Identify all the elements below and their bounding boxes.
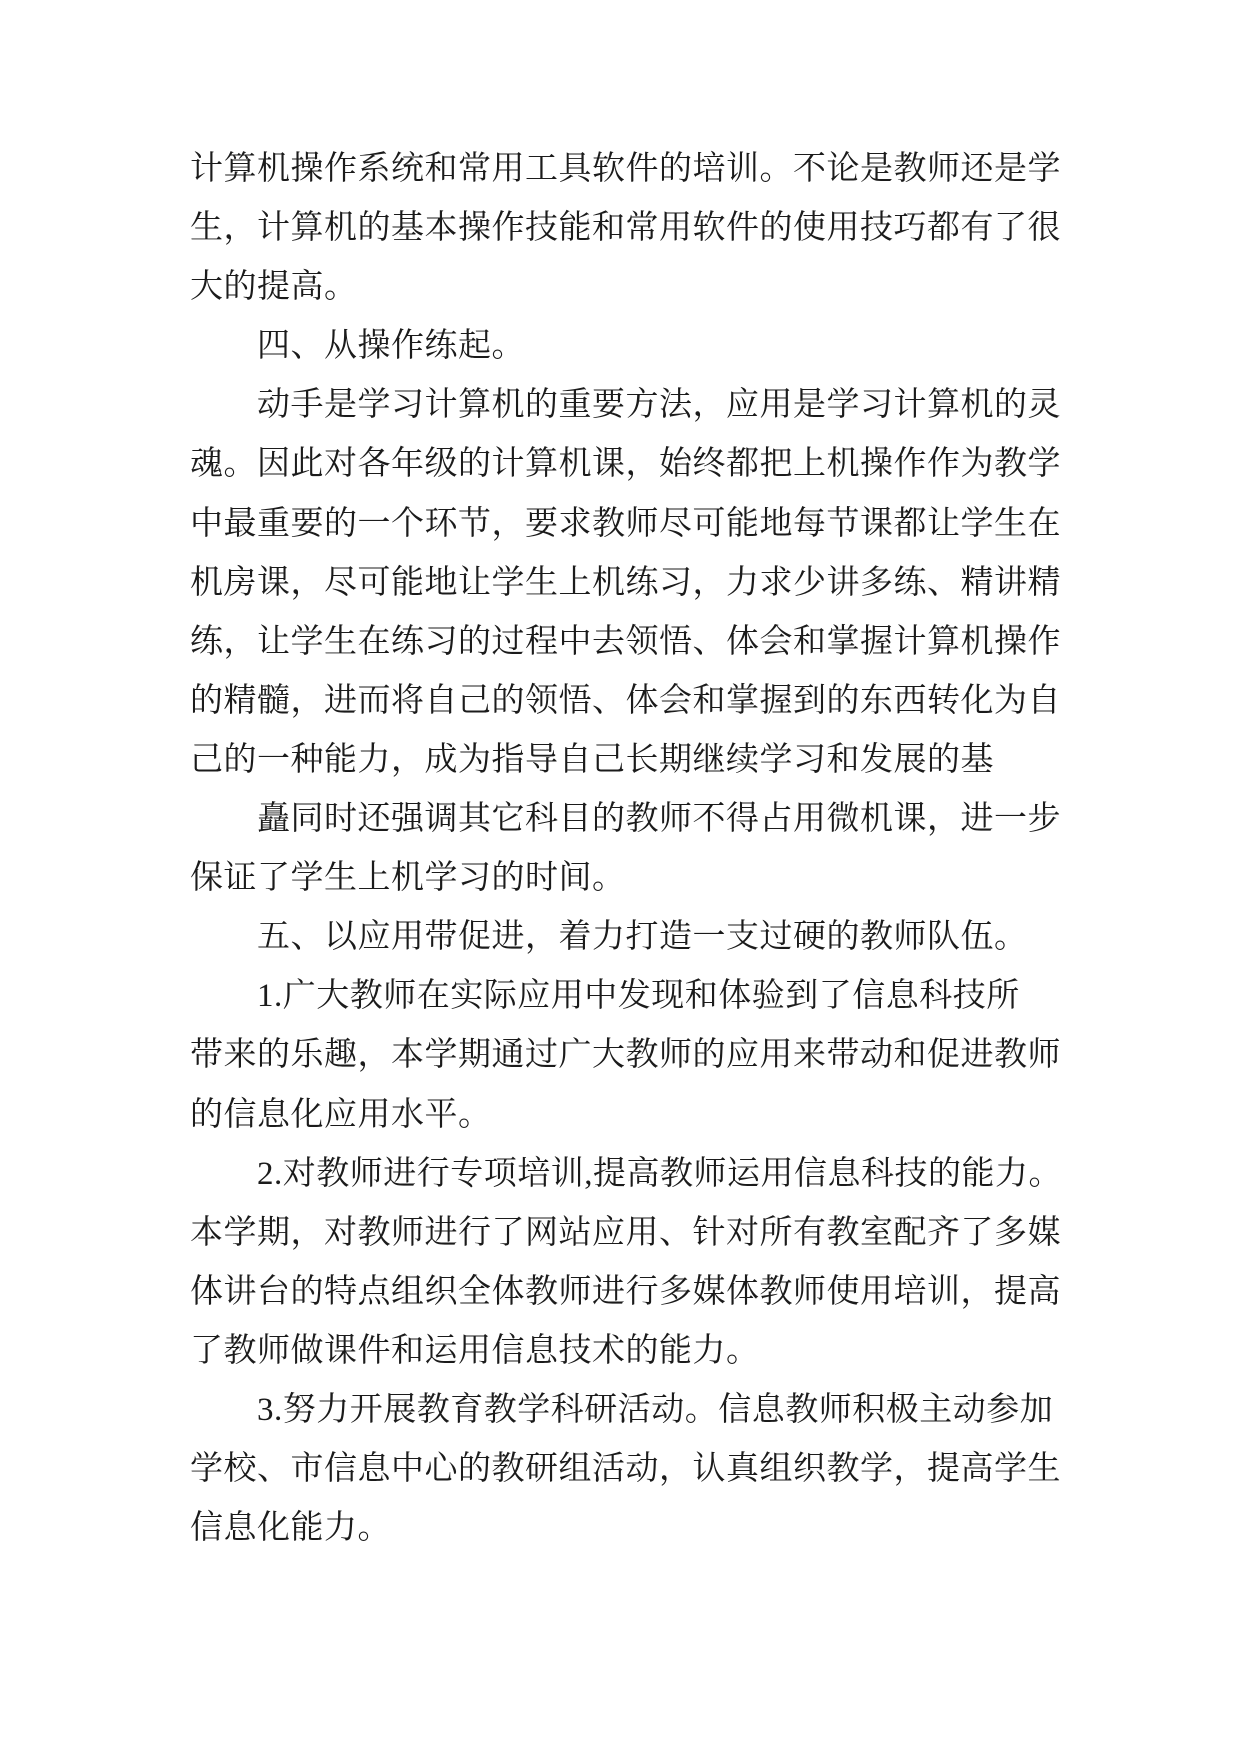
- text-line: 四、从操作练起。: [257, 328, 525, 365]
- text-line: 学校、市信息中心的教研组活动，认真组织教学，提高学生: [190, 1451, 1061, 1488]
- text-line: 信息化能力。: [190, 1510, 391, 1547]
- text-line: 矗同时还强调其它科目的教师不得占用微机课，进一步: [257, 801, 1061, 838]
- text-line: 己的一种能力，成为指导自己长期继续学习和发展的基: [190, 741, 994, 778]
- text-line: 了教师做课件和运用信息技术的能力。: [190, 1332, 760, 1369]
- text-line: 2.对教师进行专项培训,提高教师运用信息科技的能力。: [257, 1155, 1062, 1192]
- text-line: 的信息化应用水平。: [190, 1096, 492, 1133]
- text-line: 本学期，对教师进行了网站应用、针对所有教室配齐了多媒: [190, 1214, 1061, 1251]
- text-line: 机房课，尽可能地让学生上机练习，力求少讲多练、精讲精: [190, 564, 1061, 601]
- text-line: 保证了学生上机学习的时间。: [190, 860, 626, 897]
- text-line: 的精髓，进而将自己的领悟、体会和掌握到的东西转化为自: [190, 682, 1061, 719]
- text-line: 计算机操作系统和常用工具软件的培训。不论是教师还是学: [190, 151, 1061, 187]
- text-line: 生，计算机的基本操作技能和常用软件的使用技巧都有了很: [190, 210, 1061, 247]
- text-line: 五、以应用带促进，着力打造一支过硬的教师队伍。: [257, 919, 1028, 956]
- text-line: 中最重要的一个环节，要求教师尽可能地每节课都让学生在: [190, 505, 1061, 542]
- text-line: 大的提高。: [190, 269, 358, 306]
- text-line: 带来的乐趣，本学期通过广大教师的应用来带动和促进教师: [190, 1037, 1061, 1074]
- text-line: 1.广大教师在实际应用中发现和体验到了信息科技所: [257, 978, 1020, 1015]
- text-line: 练，让学生在练习的过程中去领悟、体会和掌握计算机操作: [190, 623, 1061, 660]
- text-line: 体讲台的特点组织全体教师进行多媒体教师使用培训，提高: [190, 1273, 1061, 1310]
- text-line: 3.努力开展教育教学科研活动。信息教师积极主动参加: [257, 1391, 1054, 1428]
- text-line: 魂。因此对各年级的计算机课，始终都把上机操作作为教学: [190, 446, 1061, 483]
- text-line: 动手是学习计算机的重要方法，应用是学习计算机的灵: [257, 387, 1061, 424]
- document-text-block: [190, 140, 1062, 1558]
